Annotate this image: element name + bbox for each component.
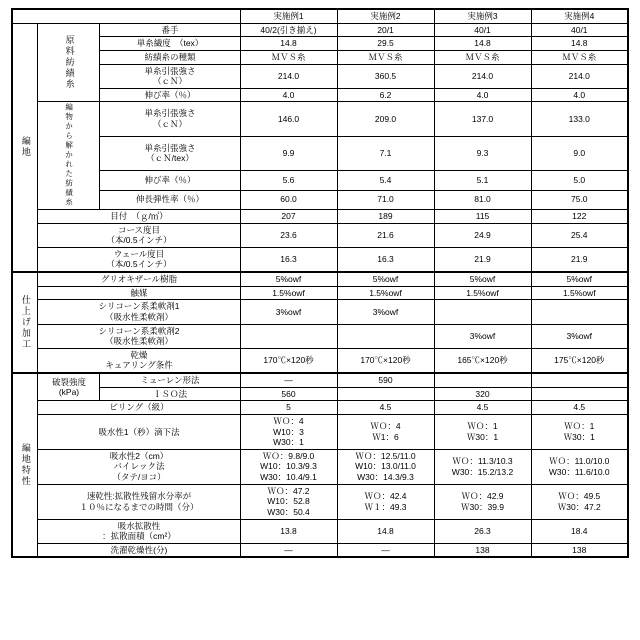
cell-value: 26.3 [434, 519, 531, 543]
cell-value: 138 [434, 543, 531, 557]
row-label: 単糸繊度 （tex） [100, 37, 240, 51]
cell-value: — [337, 543, 434, 557]
row-label: 紡績糸の種類 [100, 50, 240, 64]
cell-value: 1.5%owf [434, 286, 531, 300]
cell-value: 14.8 [337, 519, 434, 543]
cell-value: 4.5 [531, 401, 628, 415]
cell-value: 14.8 [434, 37, 531, 51]
table-row [12, 286, 628, 300]
cell-value: ＭＶＳ糸 [240, 50, 337, 64]
cell-value: 214.0 [531, 64, 628, 88]
cell-value: 23.6 [240, 223, 337, 247]
comparison-table [11, 8, 629, 558]
cell-value: 14.8 [531, 37, 628, 51]
cell-value: 75.0 [531, 190, 628, 209]
cell-value: ＷＯ：11.0/10.0 W30：11.6/10.0 [531, 449, 628, 484]
cell-value: 60.0 [240, 190, 337, 209]
cell-value: 40/2(引き揃え) [240, 23, 337, 37]
cell-value: 189 [337, 209, 434, 223]
cell-value [337, 324, 434, 348]
header-col-1: 実施例1 [240, 9, 337, 23]
cell-value: ＷＯ：49.5 Ｗ30：47.2 [531, 484, 628, 519]
cell-value: 137.0 [434, 102, 531, 136]
row-label: 吸水性1（秒）滴下法 [38, 414, 240, 449]
cell-value: 40/1 [434, 23, 531, 37]
row-label: 触媒 [38, 286, 240, 300]
cell-value: 14.8 [240, 37, 337, 51]
subgroup-raw-yarn: 原料紡績糸 [38, 23, 100, 102]
cell-value: 21.9 [531, 247, 628, 272]
table-row [12, 64, 628, 88]
table-row [12, 484, 628, 519]
cell-value: 13.8 [240, 519, 337, 543]
row-label: 吸水性2（cm） バイレック法 （タテ/ヨコ） [38, 449, 240, 484]
cell-value: ＷＯ：42.4 Ｗ１：49.3 [337, 484, 434, 519]
cell-value: 5 [240, 401, 337, 415]
row-label: 伸び率（％） [100, 171, 240, 190]
table-row [12, 209, 628, 223]
row-label: 吸水拡散性 ：拡散面積（cm²） [38, 519, 240, 543]
cell-value: 29.5 [337, 37, 434, 51]
cell-value: ＷＯ：12.5/11.0 W10：13.0/11.0 W30：14.3/9.3 [337, 449, 434, 484]
cell-value: 81.0 [434, 190, 531, 209]
cell-value: 214.0 [434, 64, 531, 88]
cell-value: 3%owf [434, 324, 531, 348]
table-header-row [12, 9, 628, 23]
row-label: ウェール度目 （本/0.5インチ） [38, 247, 240, 272]
row-label: 伸び率（％） [100, 88, 240, 102]
cell-value: 115 [434, 209, 531, 223]
row-label: ミューレン形法 [100, 373, 240, 387]
cell-value: 18.4 [531, 519, 628, 543]
row-label: シリコーン系柔軟剤2 （吸水性柔軟剤） [38, 324, 240, 348]
cell-value: 4.0 [531, 88, 628, 102]
cell-value: 3%owf [531, 324, 628, 348]
table-row [12, 401, 628, 415]
cell-value: 209.0 [337, 102, 434, 136]
cell-value: 7.1 [337, 136, 434, 170]
row-label: ピリング（級） [38, 401, 240, 415]
cell-value: ＷＯ：47.2 W10：52.8 W30：50.4 [240, 484, 337, 519]
cell-value: 6.2 [337, 88, 434, 102]
table-row [12, 543, 628, 557]
cell-value: ＭＶＳ糸 [531, 50, 628, 64]
row-label: 番手 [100, 23, 240, 37]
table-row [12, 190, 628, 209]
row-label: グリオキザール樹脂 [38, 272, 240, 286]
table-row [12, 519, 628, 543]
cell-value: 5.0 [531, 171, 628, 190]
cell-value: 133.0 [531, 102, 628, 136]
cell-value: 5%owf [434, 272, 531, 286]
cell-value: ＷＯ：1 Ｗ30：1 [434, 414, 531, 449]
cell-value: ＭＶＳ糸 [434, 50, 531, 64]
table-row [12, 387, 628, 401]
group-label-finishing: 仕上げ加工 [12, 272, 38, 373]
cell-value: 138 [531, 543, 628, 557]
cell-value: 4.0 [240, 88, 337, 102]
table-row [12, 37, 628, 51]
cell-value: 5.6 [240, 171, 337, 190]
cell-value: 25.4 [531, 223, 628, 247]
cell-value: 560 [240, 387, 337, 401]
cell-value: 122 [531, 209, 628, 223]
table-row [12, 50, 628, 64]
cell-value: 5%owf [240, 272, 337, 286]
cell-value: ＷＯ：9.8/9.0 W10：10.3/9.3 W30：10.4/9.1 [240, 449, 337, 484]
group-label-fabric: 編地 [12, 23, 38, 272]
cell-value: 165℃×120秒 [434, 348, 531, 373]
cell-value [531, 300, 628, 324]
table-row [12, 348, 628, 373]
row-label: 伸長弾性率（％） [100, 190, 240, 209]
table-row [12, 23, 628, 37]
cell-value: 9.3 [434, 136, 531, 170]
cell-value: 360.5 [337, 64, 434, 88]
row-label: 洗濯乾燥性(分) [38, 543, 240, 557]
cell-value: 5%owf [531, 272, 628, 286]
row-label: コース度目 （本/0.5インチ） [38, 223, 240, 247]
row-label: 単糸引張強さ （ｃＮ） [100, 102, 240, 136]
cell-value: 9.0 [531, 136, 628, 170]
cell-value: 214.0 [240, 64, 337, 88]
table-row [12, 449, 628, 484]
cell-value: 40/1 [531, 23, 628, 37]
header-col-4: 実施例4 [531, 9, 628, 23]
cell-value: 3%owf [240, 300, 337, 324]
cell-value: 4.5 [337, 401, 434, 415]
table-row [12, 272, 628, 286]
cell-value: 207 [240, 209, 337, 223]
cell-value: 3%owf [337, 300, 434, 324]
cell-value: 1.5%owf [337, 286, 434, 300]
cell-value: ＷＯ：1 Ｗ30：1 [531, 414, 628, 449]
cell-value: 170℃×120秒 [240, 348, 337, 373]
table-row [12, 223, 628, 247]
header-col-3: 実施例3 [434, 9, 531, 23]
cell-value: 590 [337, 373, 434, 387]
row-label: 速乾性:拡散性残留水分率が １０％になるまでの時間（分） [38, 484, 240, 519]
cell-value: ＭＶＳ糸 [337, 50, 434, 64]
cell-value [337, 387, 434, 401]
row-label: 単糸引張強さ （ｃＮ/tex） [100, 136, 240, 170]
cell-value [434, 300, 531, 324]
row-label: シリコーン系柔軟剤1 （吸水性柔軟剤） [38, 300, 240, 324]
cell-value: 4.0 [434, 88, 531, 102]
table-row [12, 373, 628, 387]
cell-value [531, 373, 628, 387]
cell-value: ＷＯ：4 Ｗ1：6 [337, 414, 434, 449]
table-row [12, 171, 628, 190]
row-label: 目付 （ｇ/㎡） [38, 209, 240, 223]
cell-value [531, 387, 628, 401]
table-row [12, 300, 628, 324]
cell-value: ＷＯ：42.9 Ｗ30：39.9 [434, 484, 531, 519]
header-col-2: 実施例2 [337, 9, 434, 23]
cell-value: 5.4 [337, 171, 434, 190]
cell-value: 9.9 [240, 136, 337, 170]
cell-value: 20/1 [337, 23, 434, 37]
cell-value: 146.0 [240, 102, 337, 136]
cell-value: 4.5 [434, 401, 531, 415]
cell-value: 24.9 [434, 223, 531, 247]
header-blank [12, 9, 240, 23]
cell-value [240, 324, 337, 348]
group-label-fabric-properties: 編地特性 [12, 373, 38, 557]
table-row [12, 136, 628, 170]
row-label: 乾燥 キュアリング条件 [38, 348, 240, 373]
cell-value: 175℃×120秒 [531, 348, 628, 373]
cell-value: ＷＯ：11.3/10.3 W30：15.2/13.2 [434, 449, 531, 484]
row-label: 単糸引張強さ （ｃＮ） [100, 64, 240, 88]
cell-value: 5%owf [337, 272, 434, 286]
cell-value: 71.0 [337, 190, 434, 209]
cell-value: 1.5%owf [240, 286, 337, 300]
cell-value: 320 [434, 387, 531, 401]
cell-value [434, 373, 531, 387]
cell-value: 1.5%owf [531, 286, 628, 300]
cell-value: 21.9 [434, 247, 531, 272]
cell-value: 16.3 [337, 247, 434, 272]
cell-value: 21.6 [337, 223, 434, 247]
cell-value: 5.1 [434, 171, 531, 190]
row-label: ＩＳＯ法 [100, 387, 240, 401]
cell-value: — [240, 373, 337, 387]
table-row [12, 324, 628, 348]
cell-value: — [240, 543, 337, 557]
cell-value: ＷＯ：4 W10：3 W30：1 [240, 414, 337, 449]
table-row [12, 247, 628, 272]
table-row [12, 414, 628, 449]
subgroup-unraveled-yarn: 編物から解かれた紡績糸 [38, 102, 100, 210]
table-row [12, 102, 628, 136]
cell-value: 170℃×120秒 [337, 348, 434, 373]
cell-value: 16.3 [240, 247, 337, 272]
subgroup-burst-strength: 破裂強度 (kPa) [38, 373, 100, 401]
table-row [12, 88, 628, 102]
